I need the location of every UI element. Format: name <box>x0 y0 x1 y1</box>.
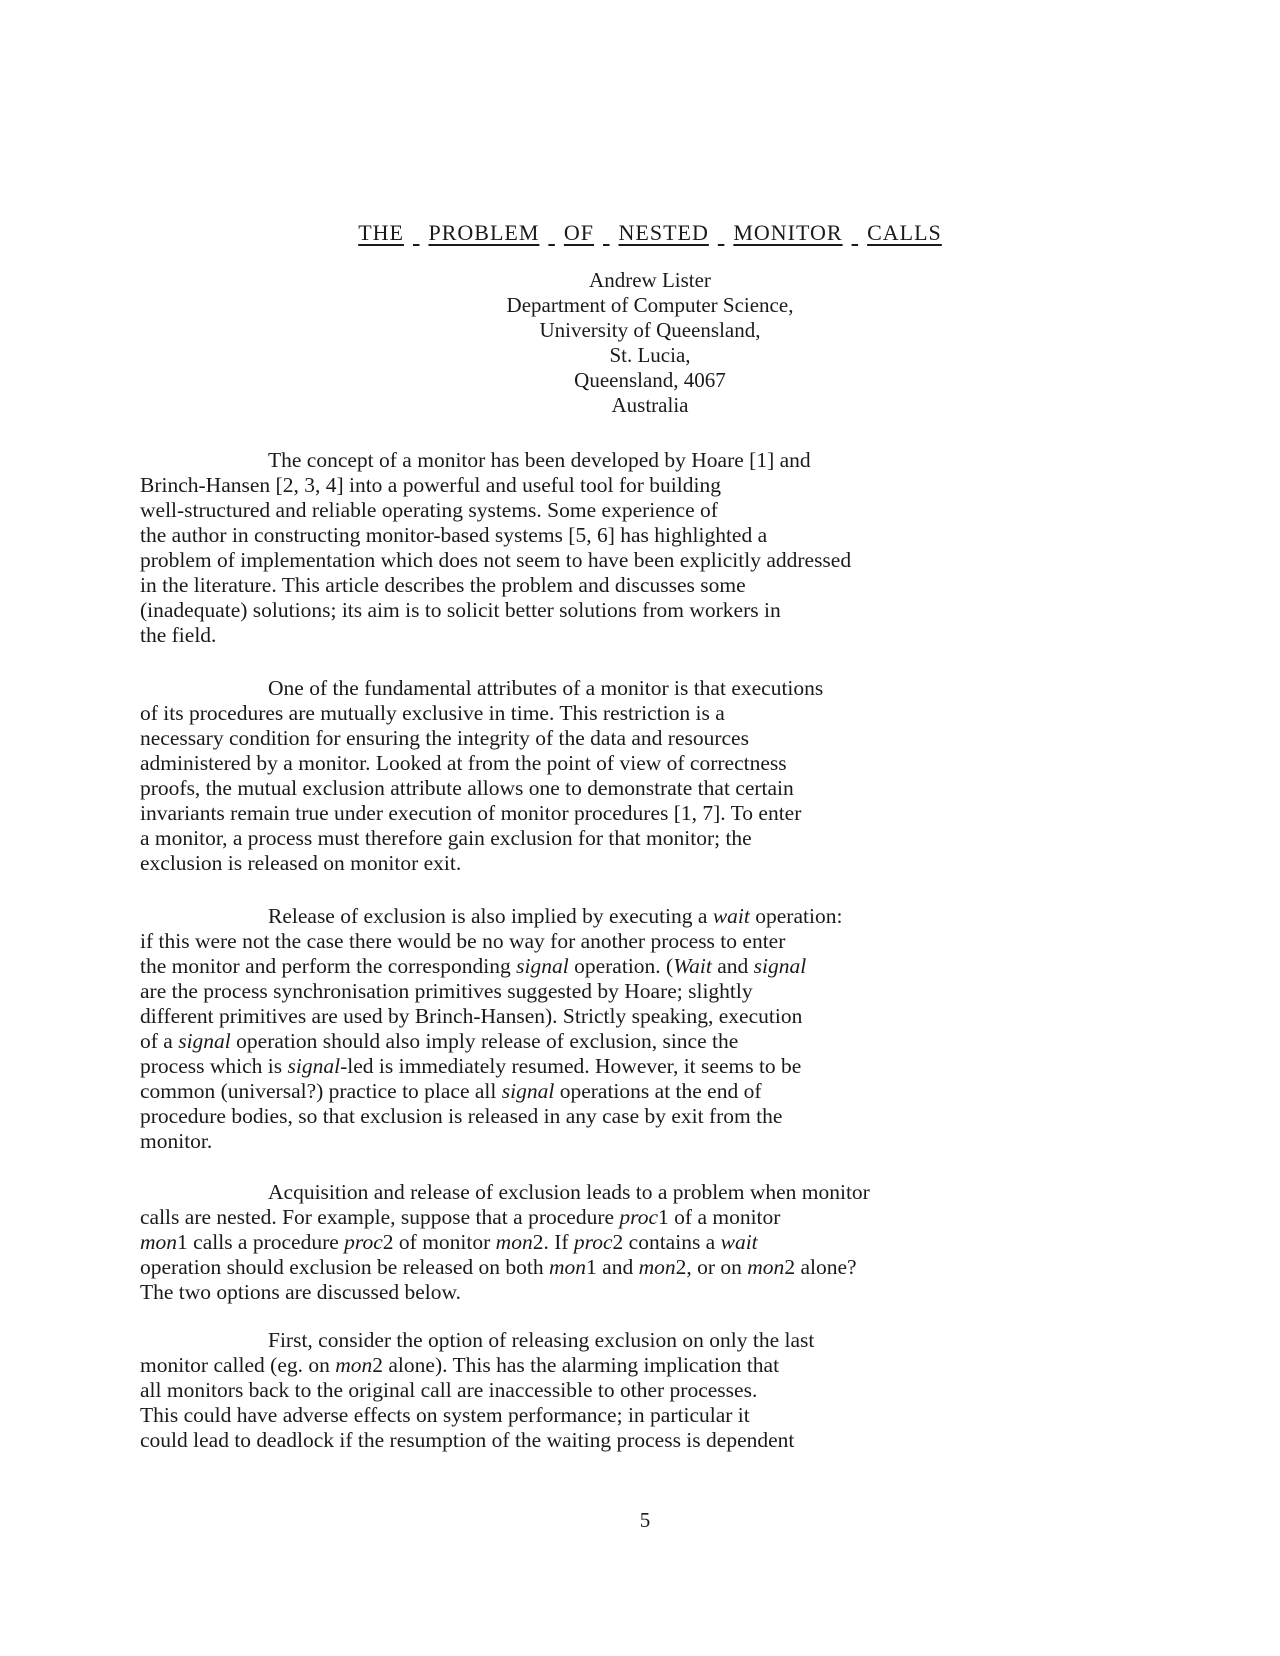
text-run: operations at the end of <box>554 1079 762 1103</box>
italic-term: wait <box>712 904 750 928</box>
text-run: operation: <box>749 904 843 928</box>
text-line: (inadequate) solutions; its aim is to solicit better solutions from workers in <box>140 598 781 622</box>
text-run: 2. If <box>532 1230 574 1254</box>
author-block <box>0 268 1280 418</box>
author-suburb: St. Lucia, <box>609 343 691 367</box>
text-line <box>140 1054 1140 1079</box>
text-run: process which is <box>140 1054 288 1078</box>
title-word: OF <box>563 220 595 245</box>
author-department: Department of Computer Science, <box>506 293 794 317</box>
paragraph-release-of-exclusion <box>140 904 1140 1154</box>
paragraph-introduction <box>140 448 1140 648</box>
title-word: CALLS <box>867 220 942 245</box>
text-run: 2 alone). This has the alarming implication that <box>372 1353 780 1377</box>
text-line: are the process synchronisation primitives suggested by Hoare; slightly <box>140 979 753 1003</box>
text-line: This could have adverse effects on system performance; in particular it <box>140 1403 750 1427</box>
author-university: University of Queensland, <box>539 318 761 342</box>
text-line: in the literature. This article describes the problem and discusses some <box>140 573 746 597</box>
italic-term: signal <box>516 954 569 978</box>
text-line: the author in constructing monitor-based systems [5, 6] has highlighted a <box>140 523 768 547</box>
text-run: 2 alone? <box>784 1255 857 1279</box>
text-run: 1 of a monitor <box>658 1205 781 1229</box>
italic-term: signal <box>178 1029 231 1053</box>
text-run: operation. ( <box>568 954 674 978</box>
text-run: operation should also imply release of exclusion, since the <box>230 1029 739 1053</box>
text-line: proofs, the mutual exclusion attribute allows one to demonstrate that certain <box>140 776 794 800</box>
paragraph-mutual-exclusion <box>140 676 1140 876</box>
text-run: and <box>711 954 754 978</box>
text-line: invariants remain true under execution of monitor procedures [1, 7]. To enter <box>140 801 802 825</box>
italic-term: proc <box>344 1230 383 1254</box>
text-run: 2 of monitor <box>382 1230 496 1254</box>
text-run: 1 and <box>586 1255 639 1279</box>
text-line: The two options are discussed below. <box>140 1280 462 1304</box>
italic-term: mon <box>747 1255 785 1279</box>
text-line: One of the fundamental attributes of a monitor is that executions <box>268 676 824 700</box>
italic-term: signal <box>501 1079 555 1103</box>
text-line: The concept of a monitor has been developed by Hoare [1] and <box>268 448 811 472</box>
italic-term: signal <box>287 1054 341 1078</box>
text-run: calls are nested. For example, suppose that a procedure <box>140 1205 620 1229</box>
italic-term: wait <box>720 1230 758 1254</box>
text-line: Brinch-Hansen [2, 3, 4] into a powerful and useful tool for building <box>140 473 721 497</box>
text-line: First, consider the option of releasing exclusion on only the last <box>268 1328 815 1352</box>
text-line: necessary condition for ensuring the integrity of the data and resources <box>140 726 749 750</box>
paper-title <box>0 220 1280 246</box>
text-line <box>140 904 1140 929</box>
italic-term: mon <box>495 1230 533 1254</box>
text-line <box>140 1205 1140 1230</box>
text-line: Acquisition and release of exclusion leads to a problem when monitor <box>268 1180 870 1204</box>
text-line: administered by a monitor. Looked at from the point of view of correctness <box>140 751 787 775</box>
text-run: 2, or on <box>675 1255 748 1279</box>
text-line: procedure bodies, so that exclusion is released in any case by exit from the <box>140 1104 783 1128</box>
italic-term: signal <box>753 954 807 978</box>
author-name: Andrew Lister <box>589 268 711 292</box>
text-line <box>140 1230 1140 1255</box>
page-number: 5 <box>639 1508 651 1532</box>
text-line: a monitor, a process must therefore gain exclusion for that monitor; the <box>140 826 752 850</box>
italic-term: mon <box>638 1255 676 1279</box>
text-run: the monitor and perform the corresponding <box>140 954 517 978</box>
text-run: 2 contains a <box>612 1230 721 1254</box>
text-line: problem of implementation which does not seem to have been explicitly addressed <box>140 548 852 572</box>
italic-term: proc <box>619 1205 659 1229</box>
text-line: the field. <box>140 623 217 647</box>
text-line: different primitives are used by Brinch-Hansen). Strictly speaking, execution <box>140 1004 803 1028</box>
text-line <box>140 1029 1140 1054</box>
text-run: monitor called (eg. on <box>140 1353 336 1377</box>
title-word: THE <box>358 220 404 245</box>
text-line <box>140 1079 1140 1104</box>
text-line: monitor. <box>140 1129 213 1153</box>
text-run: 1 calls a procedure <box>177 1230 345 1254</box>
author-state-postcode: Queensland, 4067 <box>574 368 726 392</box>
text-line <box>140 954 1140 979</box>
paragraph-nested-calls <box>140 1180 1140 1305</box>
text-line: if this were not the case there would be no way for another process to enter <box>140 929 786 953</box>
text-line: well-structured and reliable operating systems. Some experience of <box>140 498 718 522</box>
italic-term: mon <box>335 1353 373 1377</box>
title-word: NESTED <box>618 220 709 245</box>
text-line <box>140 1353 1140 1378</box>
text-run: Release of exclusion is also implied by executing a <box>268 904 713 928</box>
text-line <box>140 1255 1140 1280</box>
italic-term: mon <box>140 1230 178 1254</box>
text-line: could lead to deadlock if the resumption of the waiting process is dependent <box>140 1428 795 1452</box>
text-run: of a <box>140 1029 179 1053</box>
text-run: -led is immediately resumed. However, it seems to be <box>340 1054 802 1078</box>
title-word: PROBLEM <box>428 220 540 245</box>
text-run: common (universal?) practice to place all <box>140 1079 502 1103</box>
text-line: of its procedures are mutually exclusive in time. This restriction is a <box>140 701 725 725</box>
author-country: Australia <box>611 393 689 417</box>
title-word: MONITOR <box>733 220 843 245</box>
italic-term: Wait <box>673 954 712 978</box>
text-run: operation should exclusion be released on both <box>140 1255 549 1279</box>
paragraph-first-option <box>140 1328 1140 1453</box>
text-line: exclusion is released on monitor exit. <box>140 851 462 875</box>
italic-term: mon <box>549 1255 587 1279</box>
text-line: all monitors back to the original call are inaccessible to other processes. <box>140 1378 758 1402</box>
italic-term: proc <box>573 1230 613 1254</box>
